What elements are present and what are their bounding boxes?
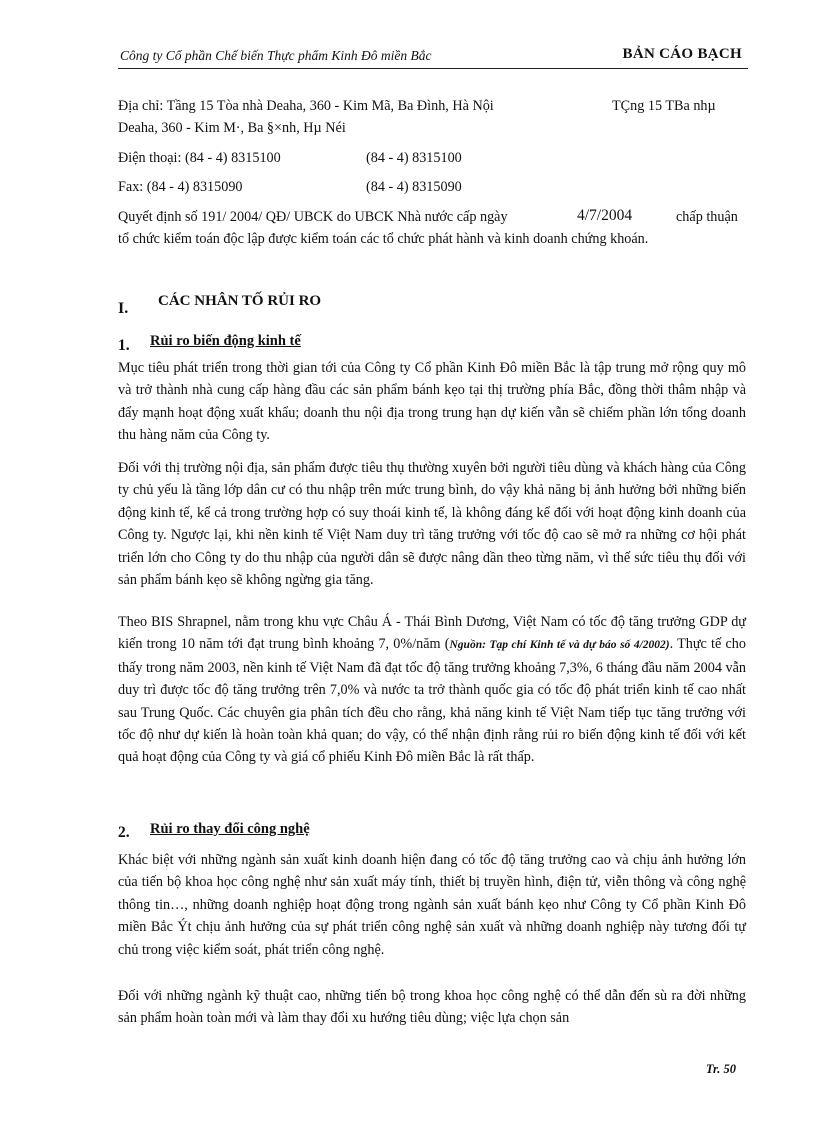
paragraph-3-text-b: . Thực tế cho thấy trong năm 2003, nền kinh tế Việt Nam đã đạt tốc độ tăng trưởng khoảng 7,3%, 6 tháng đầu năm 2004 vẫn duy trì được tốc độ tăng trưởng trên 7,0% và nước ta trở thành quốc gia có tốc độ phát triển kinh tế cao nhất sau Trung Quốc. Các chuyên gia phân tích đều cho rằng, khả năng kinh tế Việt Nam tiếp tục tăng trưởng với tốc độ như dự kiến là hoàn toàn khả quan; do vậy, có thể nhận định rằng rủi ro biến động kinh tế đối với kết quả hoạt động của Công ty và giá cổ phiếu Kinh Đô miền Bắc là rất thấp. — [118, 636, 746, 766]
fax-repeat: (84 - 4) 8315090 — [366, 179, 462, 195]
subsection-2-title: Rủi ro thay đổi công nghệ — [150, 821, 310, 837]
fax-line: Fax: (84 - 4) 8315090 — [118, 179, 243, 195]
phone-repeat: (84 - 4) 8315100 — [366, 150, 462, 166]
paragraph-3-text-a: Theo BIS Shrapnel, nằm trong khu vực Châu Á - Thái Bình Dương, Việt Nam có tốc độ tăng trưởng GDP dự kiến trong 10 năm tới đạt trung bình khoảng 7, 0%/năm ( — [118, 614, 746, 653]
subsection-2-paragraph-1: Khác biệt với những ngành sản xuất kinh doanh hiện đang có tốc độ tăng trưởng cao và chịu ảnh hưởng lớn của tiến bộ khoa học công nghệ như sản xuất máy tính, thiết bị truyền hình, điện tử, viễn thông và công nghệ thông tin…, những doanh nghiệp hoạt động trong ngành sản xuất bánh kẹo như Công ty Cổ phần Kinh Đô miền Bắc Ýt chịu ảnh hưởng của sự phát triển công nghệ sản xuất và những doanh nghiệp này tương đối tự chủ trong việc kiểm soát, phát triển công nghệ. — [118, 852, 746, 958]
page-header — [118, 40, 748, 69]
subsection-1-paragraph-3 — [118, 611, 746, 769]
address-garbled-line-1: TÇng 15 TBa nhµ — [612, 98, 716, 114]
header-doc-title: BẢN CÁO BẠCH — [622, 46, 742, 62]
header-company: Công ty Cổ phần Chế biến Thực phẩm Kinh Đô miền Bắc — [120, 48, 432, 63]
section-number: I. — [118, 300, 129, 317]
page-number: Tr. 50 — [705, 1062, 736, 1076]
decision-date: 4/7/2004 — [577, 207, 633, 224]
phone-line: Điện thoại: (84 - 4) 8315100 — [118, 150, 281, 166]
subsection-1-paragraph-1: Mục tiêu phát triển trong thời gian tới của Công ty Cổ phần Kinh Đô miền Bắc là tập trung mở rộng quy mô và trở thành nhà cung cấp hàng đầu các sản phẩm bánh kẹo tại thị trường phía Bắc, đồng thời thâm nhập và đẩy mạnh hoạt động xuất khẩu; doanh thu nội địa trong trung hạn dự kiến vẫn sẽ chiếm phần lớn tổng doanh thu hàng năm của Công ty. — [118, 360, 746, 444]
source-citation: Nguồn: Tạp chí Kinh tế và dự báo số 4/2002) — [449, 639, 670, 652]
subsection-2-number: 2. — [118, 824, 130, 841]
subsection-1-number: 1. — [118, 337, 130, 354]
address-line-1: Địa chỉ: Tầng 15 Tòa nhà Deaha, 360 - Kim Mã, Ba Đình, Hà Nội — [118, 98, 494, 114]
decision-suffix: chấp thuận — [676, 209, 738, 225]
subsection-2-paragraph-2: Đối với những ngành kỹ thuật cao, những tiến bộ trong khoa học công nghệ có thể dẫn đến sù ra đời những sản phẩm hoàn toàn mới và làm thay đổi xu hướng tiêu dùng; việc lựa chọn sản — [118, 988, 746, 1027]
decision-prefix: Quyết định số 191/ 2004/ QĐ/ UBCK do UBCK Nhà nước cấp ngày — [118, 209, 508, 225]
section-title: CÁC NHÂN TỐ RỦI RO — [158, 293, 322, 309]
subsection-1-paragraph-2: Đối với thị trường nội địa, sản phẩm được tiêu thụ thường xuyên bởi người tiêu dùng và khách hàng của Công ty chủ yếu là tầng lớp dân cư có thu nhập trên mức trung bình, do vậy khả năng bị ảnh hưởng bởi những biến động kinh tế, kể cả trong trường hợp có suy thoái kinh tế, là không đáng kể đối với hoạt động kinh doanh của Công ty. Ngược lại, khi nền kinh tế Việt Nam duy trì tăng trưởng với tốc độ cao sẽ mở ra những cơ hội phát triển lớn cho Công ty do thu nhập của người dân sẽ được nâng dần theo từng năm, vì thế sức tiêu thụ đối với sản phẩm bánh kẹo sẽ không ngừng gia tăng. — [118, 460, 746, 589]
decision-line-2: tổ chức kiểm toán độc lập được kiểm toán các tổ chức phát hành và kinh doanh chứng khoán. — [118, 231, 649, 247]
subsection-1-title: Rủi ro biến động kinh tế — [150, 333, 301, 349]
address-line-2: Deaha, 360 - Kim M·, Ba §×nh, Hµ Néi — [118, 120, 346, 136]
